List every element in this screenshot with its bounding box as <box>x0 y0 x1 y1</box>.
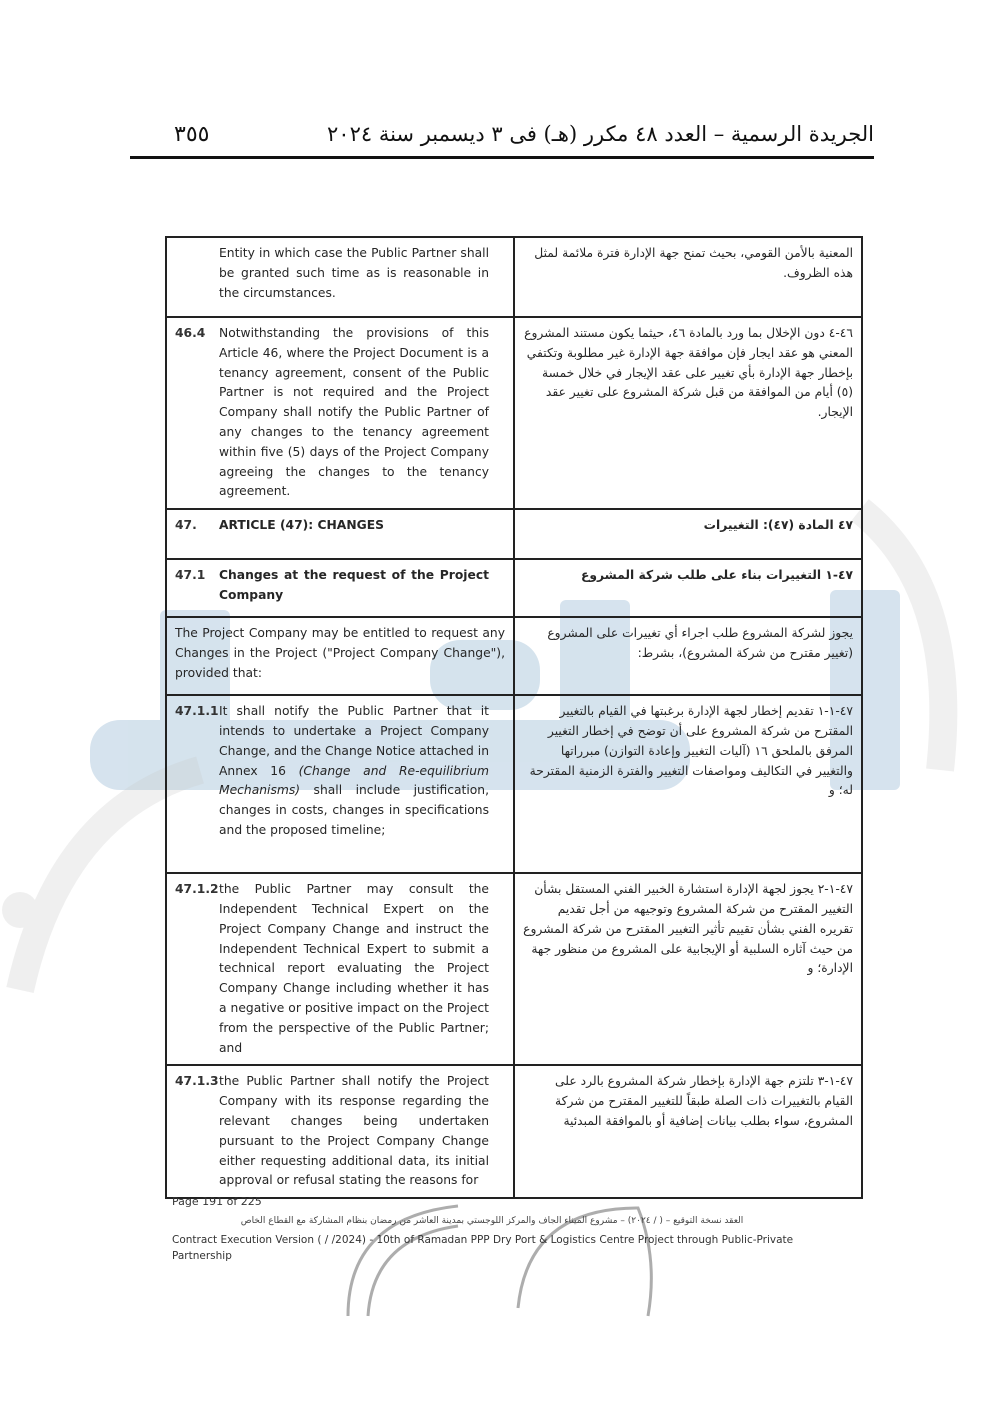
table-row <box>166 873 862 1065</box>
clause-text <box>219 702 489 841</box>
english-cell <box>166 1065 514 1198</box>
english-cell <box>166 559 514 617</box>
annex-reference: (Change and Re-equilibrium Mechanisms) <box>219 763 489 798</box>
english-cell <box>166 237 514 317</box>
clause-number: 47.1.2 <box>175 882 219 897</box>
clause-text-part: shall include justification, changes in costs, changes in specifications and the proposed timeline; <box>219 783 489 837</box>
table-row <box>166 509 862 559</box>
contract-version: Contract Execution Version ( / /2024) - 10th of Ramadan PPP Dry Port & Logistics Centre Project through Public-Private Partnership <box>172 1234 794 1262</box>
clause-number: 47.1.1 <box>175 704 219 719</box>
page-footer <box>172 1195 812 1264</box>
clause-text: Entity in which case the Public Partner shall be granted such time as is reasonable in the circumstances. <box>219 246 489 300</box>
clause-text: the Public Partner may consult the Independent Technical Expert on the Project Company Change and instruct the Independent Technical Expert to submit a technical report evaluating the Project Company Change including whether it has a negative or positive impact on the Project from the perspective of the Public Partner; and <box>219 882 489 1055</box>
article-title: ARTICLE (47): CHANGES <box>219 518 384 533</box>
page-number: ٣٥٥ <box>174 121 210 147</box>
table-row <box>166 617 862 695</box>
arabic-cell: ٤٦-٤ دون الإخلال بما ورد بالمادة ٤٦، حيثما يكون مستند المشروع المعني هو عقد ايجار فإن موافقة جهة الإدارة غير مطلوبة وتكتفي بإخطار جهة الإدارة بأي تغيير على عقد الإيجار في خلال خمسة (٥) أيام من الموافقة من قبل شركة المشروع على تغيير عقد الإيجار. <box>514 317 862 509</box>
page-label: Page 191 of 225 <box>172 1195 262 1208</box>
clause-number: 47.1.3 <box>175 1074 219 1089</box>
english-cell <box>166 317 514 509</box>
table-row <box>166 317 862 509</box>
page-header <box>130 112 874 159</box>
arabic-cell: ٤٧-١-١ تقديم إخطار لجهة الإدارة برغبتها في القيام بالتغيير المقترح من شركة المشروع على أن توضح في إخطار التغيير المرفق بالملحق ١٦ (آليات التغيير وإعادة التوازن) مبرراتها والتغيير في التكاليف ومواصفات التغيير والفترة الزمنية المقترحة له؛ و <box>514 695 862 873</box>
clause-number: 46.4 <box>175 326 206 340</box>
arabic-cell: ٤٧-١-٣ تلتزم جهة الإدارة بإخطار شركة المشروع بالرد على القيام بالتغييرات ذات الصلة طبقاً للتغيير المقترح من شركة المشروع، سواء بطلب بيانات إضافية أو بالموافقة المبدئية <box>514 1065 862 1198</box>
english-cell <box>166 695 514 873</box>
arabic-footer-note: العقد نسخة التوقيع – ( / ٢٠٢٤) – مشروع الميناء الجاف والمركز اللوجستي بمدينة العاشر من رمضان بنظام المشاركة مع القطاع الخاص <box>240 1216 744 1226</box>
clause-text: the Public Partner shall notify the Project Company with its response regarding the relevant changes being undertaken pursuant to the Project Company Change either requesting additional data, its initial approval or refusal stating the reasons for <box>219 1074 489 1188</box>
article-number: 47. <box>175 518 197 533</box>
table-row <box>166 1065 862 1198</box>
arabic-cell: المعنية بالأمن القومي، بحيث تمنح جهة الإدارة فترة ملائمة لمثل هذه الظروف. <box>514 237 862 317</box>
clause-number: 47.1 <box>175 568 206 583</box>
arabic-cell: ٤٧-١ التغييرات بناء على طلب شركة المشروع <box>514 559 862 617</box>
gazette-title: الجريدة الرسمية – العدد ٤٨ مكرر (هـ) فى ٣ ديسمبر سنة ٢٠٢٤ <box>327 122 874 146</box>
clause-text-part: It shall notify the Public Partner that it intends to undertake a Project Company Change, and the Change Notice attached in Annex 16 <box>219 704 489 778</box>
section-title: Changes at the request of the Project Company <box>219 568 489 602</box>
english-cell: The Project Company may be entitled to request any Changes in the Project ("Project Company Change"), provided that: <box>166 617 514 695</box>
table-row <box>166 695 862 873</box>
contract-table <box>165 236 863 1199</box>
arabic-cell: ٤٧-١-٢ يجوز لجهة الإدارة استشارة الخبير الفني المستقل بشأن التغيير المقترح من شركة المشروع وتوجيهه من أجل تقديم تقريره الفني بشأن تقييم تأثير التغيير المقترح من شركة المشروع من حيث آثاره السلبية أو الإيجابية على المشروع من منظور جهة الإدارة؛ و <box>514 873 862 1065</box>
table-row <box>166 559 862 617</box>
table-row <box>166 237 862 317</box>
english-cell <box>166 509 514 559</box>
arabic-cell: ٤٧ المادة (٤٧): التغييرات <box>514 509 862 559</box>
clause-text: Notwithstanding the provisions of this Article 46, where the Project Document is a tenancy agreement, consent of the Public Partner is not required and the Project Company shall notify the Public Partner of any changes to the tenancy agreement within five (5) days of the Project Company agreeing the changes to the tenancy agreement. <box>219 326 489 499</box>
english-cell <box>166 873 514 1065</box>
arabic-cell: يجوز لشركة المشروع طلب اجراء أي تغييرات على المشروع (تغيير مقترح من شركة المشروع)، بشرط: <box>514 617 862 695</box>
